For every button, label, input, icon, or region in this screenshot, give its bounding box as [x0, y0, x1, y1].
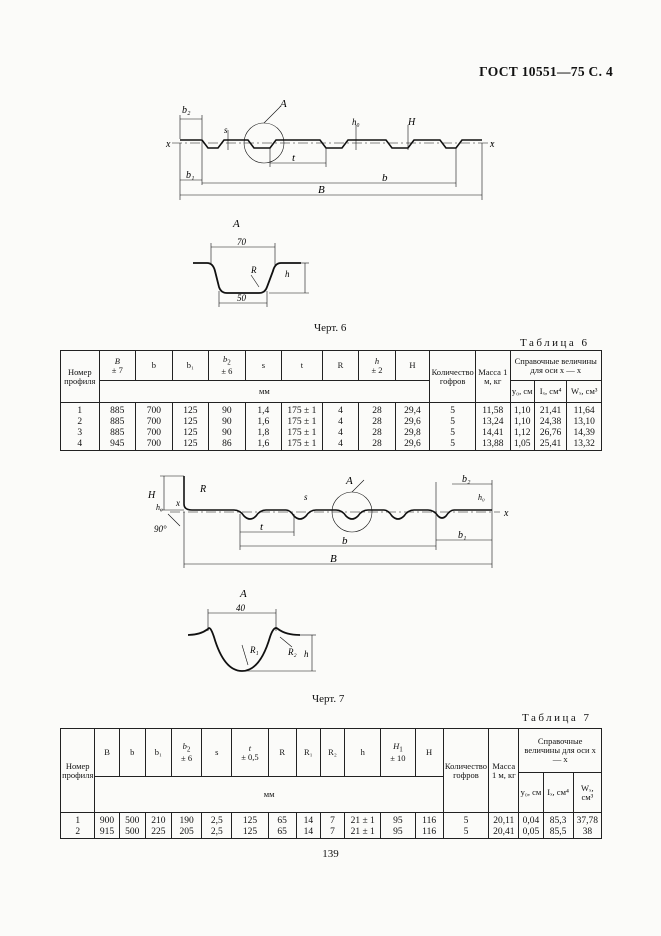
table-cell: 4	[338, 417, 343, 427]
label7-s: s	[304, 492, 308, 502]
t7-h-Wx: Wₓ, см³	[573, 773, 601, 813]
label7-R: R	[200, 484, 207, 495]
label-h0: h₀	[352, 117, 360, 127]
table-cell: 65	[277, 827, 287, 837]
table-cell: 90	[222, 428, 232, 438]
table-cell: 1,8	[257, 428, 270, 438]
table-cell: 85,5	[549, 827, 567, 837]
t7-h-b: b	[119, 729, 145, 777]
table-cell: 20,41	[493, 827, 515, 837]
label7-H: H	[148, 490, 156, 501]
table-cell: 1,6	[257, 417, 270, 427]
table-cell: 26,76	[539, 428, 562, 438]
table-cell: 175 ± 1	[287, 406, 317, 416]
table-cell: 2,5	[210, 816, 223, 826]
t7-col-9	[320, 813, 344, 839]
table-cell: 125	[242, 816, 258, 826]
t7-col-1	[95, 813, 119, 839]
drawing-6-profile	[160, 95, 510, 210]
table-cell: 29,4	[404, 406, 421, 416]
label-b1: b₁	[186, 170, 195, 181]
table-cell: 175 ± 1	[287, 439, 317, 449]
t7-h-H1: $H_1$ ± 10	[381, 729, 415, 777]
table-cell: 37,78	[576, 816, 599, 826]
table-cell: 7	[330, 827, 335, 837]
label7-h0-right: h₀	[478, 493, 485, 502]
t6-h-h: h ± 2	[359, 351, 396, 381]
t6-col-13	[534, 403, 566, 451]
t6-h-count: Количество гофров	[430, 351, 476, 403]
detail-6-top-dim: 70	[237, 237, 246, 247]
label7-b1: b₁	[458, 530, 467, 541]
t7-col-13	[443, 813, 488, 839]
table-cell: 7	[330, 816, 335, 826]
table-cell: 14	[303, 816, 314, 826]
label7-angle: 90°	[154, 524, 167, 534]
t7-h-unit: мм	[95, 777, 443, 813]
table-cell: 5	[450, 417, 455, 427]
detail-6-h: h	[285, 269, 290, 279]
table-cell: 14,39	[573, 428, 595, 438]
t7-col-2	[119, 813, 145, 839]
table-cell: 4	[77, 439, 83, 449]
table-cell: 5	[450, 439, 455, 449]
table-cell: 13,32	[573, 439, 595, 449]
caption-7: Черт. 7	[312, 693, 345, 705]
t6-col-6	[282, 403, 323, 451]
t7-h-ref: Справочные величины для оси x — x	[519, 729, 602, 773]
label7-t: t	[260, 521, 264, 533]
table-cell: 20,11	[493, 816, 515, 826]
table-cell: 0,05	[522, 827, 540, 837]
table-cell: 1,4	[257, 406, 270, 416]
table-cell: 28	[372, 439, 382, 449]
label-x-right: x	[490, 139, 495, 150]
table-cell: 125	[183, 428, 198, 438]
drawing-7-profile	[140, 470, 520, 575]
table-cell: 205	[179, 827, 194, 837]
table-cell: 29,6	[404, 417, 421, 427]
t7-h-count: Количество гофров	[443, 729, 488, 813]
table-cell: 85,3	[549, 816, 567, 826]
table-cell: 900	[99, 816, 115, 826]
t6-col-7	[322, 403, 359, 451]
t6-h-s: s	[245, 351, 282, 381]
table-7-body	[61, 813, 602, 839]
t6-col-2	[136, 403, 173, 451]
t6-h-B: B ± 7	[99, 351, 136, 381]
t7-col-12	[415, 813, 443, 839]
label-s: s	[224, 125, 228, 135]
table-cell: 700	[146, 439, 161, 449]
t7-h-Ix: Iₓ, см⁴	[543, 773, 573, 813]
t7-col-16	[543, 813, 573, 839]
t6-col-1	[99, 403, 136, 451]
detail-7-R1: R₁	[250, 645, 259, 655]
table-cell: 190	[179, 816, 194, 826]
table-cell: 125	[183, 417, 198, 427]
t6-col-5	[245, 403, 282, 451]
drawing-7-detail	[180, 585, 330, 680]
table-cell: 500	[125, 827, 140, 837]
detail-6-R: R	[251, 265, 257, 275]
label7-x-left: x	[176, 498, 180, 508]
t6-h-b2: $b_2$ ± 6	[209, 351, 246, 381]
label-t: t	[292, 152, 296, 164]
t7-h-R1: R₁	[296, 729, 320, 777]
t7-col-11	[381, 813, 415, 839]
t7-col-4	[171, 813, 201, 839]
detail-7-h: h	[304, 649, 309, 659]
table-cell: 175 ± 1	[287, 417, 317, 427]
label-b: b	[382, 172, 388, 184]
table-cell: 21,41	[539, 406, 562, 416]
table-cell: 125	[242, 827, 258, 837]
t6-h-b: b	[136, 351, 173, 381]
table-cell: 4	[338, 439, 343, 449]
table-cell: 5	[463, 827, 469, 837]
table-cell: 700	[146, 406, 161, 416]
label-b2: b₂	[182, 105, 191, 116]
t6-h-Ix: Iₓ, см⁴	[534, 381, 566, 403]
table-cell: 29,6	[404, 439, 421, 449]
table-cell: 1,10	[513, 417, 531, 427]
label-H: H	[408, 117, 416, 128]
detail-7-R2: R₂	[288, 647, 297, 657]
table-cell: 90	[222, 406, 232, 416]
t6-col-12	[510, 403, 534, 451]
t6-col-4	[209, 403, 246, 451]
table-cell: 29,8	[404, 428, 421, 438]
t7-h-t: t ± 0,5	[232, 729, 268, 777]
label-x-left: x	[166, 139, 171, 150]
table-cell: 1,05	[513, 439, 531, 449]
drawing-6-detail	[185, 215, 325, 310]
table-cell: 28	[372, 428, 382, 438]
table-cell: 14	[303, 827, 314, 837]
t7-h-num: Номер профиля	[61, 729, 95, 813]
label7-A: A	[346, 475, 353, 487]
t7-col-14	[489, 813, 519, 839]
table-cell: 4	[338, 406, 343, 416]
table-cell: 1,10	[513, 406, 531, 416]
table-cell: 500	[125, 816, 140, 826]
detail-6-bottom-dim: 50	[237, 293, 246, 303]
table-cell: 21 ± 1	[350, 816, 375, 826]
label7-B: B	[330, 553, 337, 565]
table-cell: 225	[151, 827, 166, 837]
table-cell: 4	[338, 428, 343, 438]
t6-h-t: t	[282, 351, 323, 381]
t7-h-b1: b₁	[145, 729, 171, 777]
label-B: B	[318, 184, 325, 196]
t7-h-R: R	[268, 729, 296, 777]
table-cell: 1,12	[513, 428, 531, 438]
table-cell: 116	[422, 827, 437, 837]
t6-col-9	[395, 403, 430, 451]
t6-h-Wx: Wₓ, см³	[567, 381, 602, 403]
table-cell: 175 ± 1	[287, 428, 317, 438]
table-cell: 13,88	[482, 439, 504, 449]
t7-h-B: B	[95, 729, 119, 777]
t6-h-R: R	[322, 351, 359, 381]
label7-x-right: x	[504, 508, 509, 519]
table-cell: 885	[110, 428, 125, 438]
table-cell: 5	[463, 816, 469, 826]
table-cell: 0,04	[522, 816, 540, 826]
table-cell: 90	[222, 417, 232, 427]
t7-col-7	[268, 813, 296, 839]
t7-h-mass: Масса 1 м, кг	[489, 729, 519, 813]
t6-h-mass: Масса 1 м, кг	[476, 351, 511, 403]
table-cell: 700	[146, 417, 161, 427]
label-A: A	[280, 98, 287, 110]
table-cell: 1,6	[257, 439, 270, 449]
t6-col-8	[359, 403, 396, 451]
detail-7-top-dim: 40	[236, 603, 245, 613]
page-number: 139	[322, 848, 339, 860]
page-header: ГОСТ 10551—75 С. 4	[479, 64, 613, 79]
t7-h-h: h	[345, 729, 381, 777]
table-cell: 5	[450, 406, 455, 416]
detail-7-title: A	[240, 588, 247, 600]
table-cell: 11,58	[482, 406, 504, 416]
table-cell: 14,41	[482, 428, 504, 438]
t6-col-10	[430, 403, 476, 451]
t7-col-6	[232, 813, 268, 839]
table-7	[60, 728, 602, 839]
table-cell: 210	[151, 816, 166, 826]
table-cell: 3	[77, 428, 83, 438]
table-cell: 28	[372, 417, 382, 427]
t7-h-H: H	[415, 729, 443, 777]
t6-h-y0: y₀, см	[510, 381, 534, 403]
t6-h-b1: b₁	[172, 351, 209, 381]
table-cell: 116	[422, 816, 437, 826]
t7-col-5	[202, 813, 232, 839]
table-cell: 95	[393, 816, 403, 826]
table-cell: 2	[75, 827, 81, 837]
table-cell: 13,10	[573, 417, 595, 427]
table-cell: 21 ± 1	[350, 827, 375, 837]
t7-col-10	[345, 813, 381, 839]
t7-col-17	[573, 813, 601, 839]
t7-h-b2: $b_2$ ± 6	[171, 729, 201, 777]
label7-b2: b₂	[462, 474, 471, 485]
table-cell: 38	[582, 827, 593, 837]
table-cell: 65	[277, 816, 287, 826]
t6-h-H: H	[395, 351, 430, 381]
table-cell: 1	[75, 816, 81, 826]
t7-h-y0: y₀, см	[519, 773, 543, 813]
table-cell: 24,38	[539, 417, 562, 427]
table-cell: 885	[110, 417, 125, 427]
table-cell: 25,41	[539, 439, 562, 449]
t7-col-3	[145, 813, 171, 839]
table-cell: 125	[183, 439, 198, 449]
t6-col-3	[172, 403, 209, 451]
table-cell: 915	[99, 827, 115, 837]
t7-col-0	[61, 813, 95, 839]
label7-b: b	[342, 535, 348, 547]
table-cell: 1	[77, 406, 83, 416]
table-cell: 2	[77, 417, 83, 427]
t6-col-0	[61, 403, 100, 451]
t7-h-s: s	[202, 729, 232, 777]
table-cell: 95	[393, 827, 403, 837]
table-cell: 2,5	[210, 827, 223, 837]
t6-h-num: Номер профиля	[61, 351, 100, 403]
table-cell: 700	[146, 428, 161, 438]
table-6-title: Таблица 6	[520, 337, 590, 349]
table-cell: 86	[222, 439, 232, 449]
t7-col-8	[296, 813, 320, 839]
table-cell: 11,64	[573, 406, 595, 416]
t6-h-ref: Справочные величины для оси x — x	[510, 351, 601, 381]
table-cell: 885	[110, 406, 125, 416]
t7-h-R2: R₂	[320, 729, 344, 777]
caption-6: Черт. 6	[314, 322, 347, 334]
label7-h0: h₀	[156, 503, 163, 512]
t6-h-unit: мм	[99, 381, 430, 403]
table-cell: 5	[450, 428, 455, 438]
table-6	[60, 350, 602, 451]
table-cell: 28	[372, 406, 382, 416]
detail-6-title: A	[233, 218, 240, 230]
table-cell: 945	[110, 439, 125, 449]
t7-col-15	[519, 813, 543, 839]
table-cell: 125	[183, 406, 198, 416]
t6-col-14	[567, 403, 602, 451]
table-6-body	[61, 403, 602, 451]
t6-col-11	[476, 403, 511, 451]
table-7-title: Таблица 7	[522, 712, 592, 724]
table-cell: 13,24	[482, 417, 504, 427]
